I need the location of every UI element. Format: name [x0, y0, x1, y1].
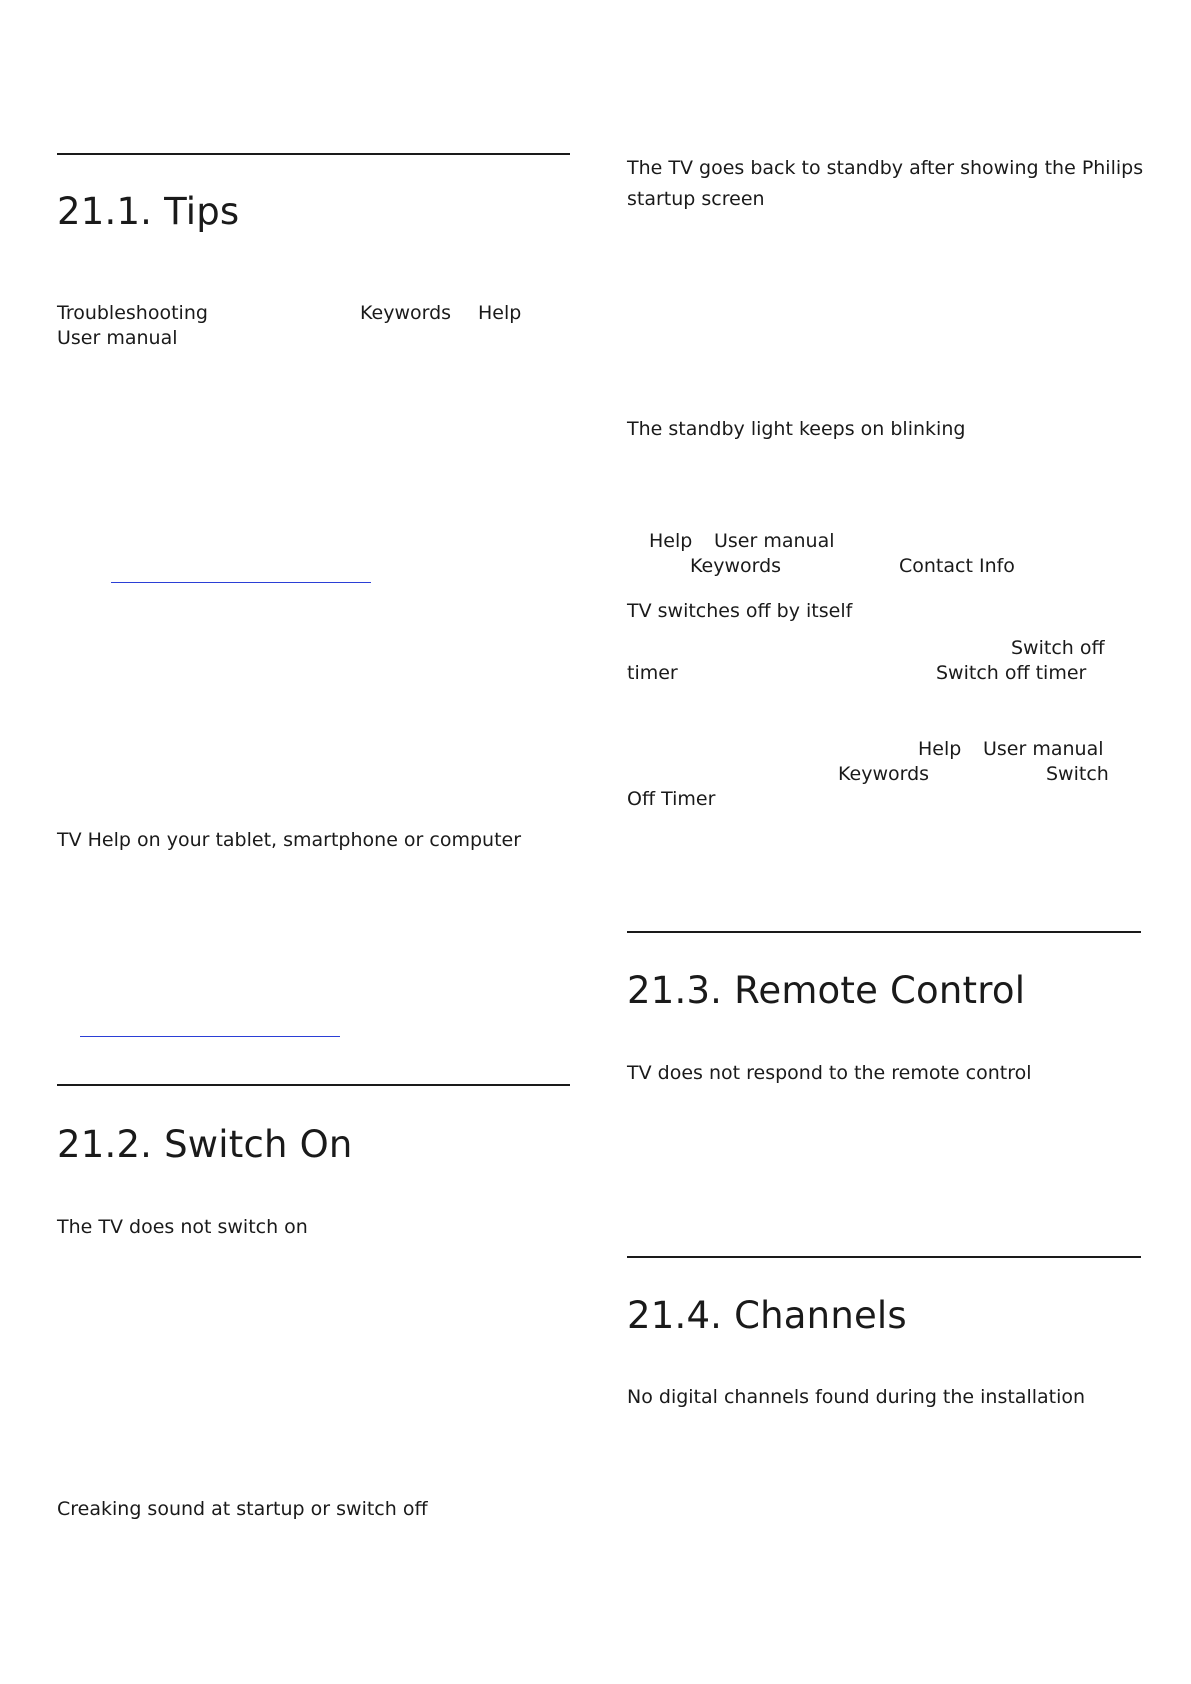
section-heading-channels: 21.4. Channels	[627, 1294, 907, 1337]
help-text: Help	[918, 738, 962, 760]
section-divider-tips	[57, 153, 570, 155]
section-divider-channels	[627, 1256, 1141, 1258]
tv-help-link[interactable]	[80, 1036, 340, 1037]
keywords-text: Keywords	[838, 763, 930, 785]
question-standby-light: The standby light keeps on blinking	[627, 418, 966, 440]
section-divider-switch-on	[57, 1084, 570, 1086]
troubleshooting-text: Troubleshooting	[57, 302, 208, 324]
section-heading-switch-on: 21.2. Switch On	[57, 1123, 353, 1166]
standby-return-line2: startup screen	[627, 188, 765, 210]
off-timer-text: Off Timer	[627, 788, 716, 810]
user-manual-text: User manual	[57, 327, 178, 349]
user-manual-text: User manual	[714, 530, 835, 552]
help-text: Help	[649, 530, 693, 552]
section-heading-tips: 21.1. Tips	[57, 190, 240, 233]
support-link[interactable]	[111, 582, 371, 583]
section-divider-remote-control	[627, 931, 1141, 933]
switch-off-text: Switch off	[1011, 637, 1105, 659]
standby-return-line1: The TV goes back to standby after showing the Philips	[627, 157, 1144, 179]
question-switches-off: TV switches off by itself	[627, 600, 853, 622]
user-manual-text: User manual	[983, 738, 1104, 760]
question-no-digital-channels: No digital channels found during the installation	[627, 1386, 1086, 1408]
section-heading-remote-control: 21.3. Remote Control	[627, 969, 1026, 1012]
contact-info-text: Contact Info	[899, 555, 1015, 577]
tv-help-subheading: TV Help on your tablet, smartphone or computer	[57, 829, 522, 851]
timer-text: timer	[627, 662, 678, 684]
switch-text: Switch	[1046, 763, 1109, 785]
switch-off-timer-text: Switch off timer	[936, 662, 1087, 684]
keywords-text: Keywords	[360, 302, 452, 324]
keywords-text: Keywords	[690, 555, 782, 577]
question-creaking-sound: Creaking sound at startup or switch off	[57, 1498, 428, 1520]
question-tv-not-switch-on: The TV does not switch on	[57, 1216, 308, 1238]
help-text: Help	[478, 302, 522, 324]
question-remote-no-response: TV does not respond to the remote control	[627, 1062, 1032, 1084]
